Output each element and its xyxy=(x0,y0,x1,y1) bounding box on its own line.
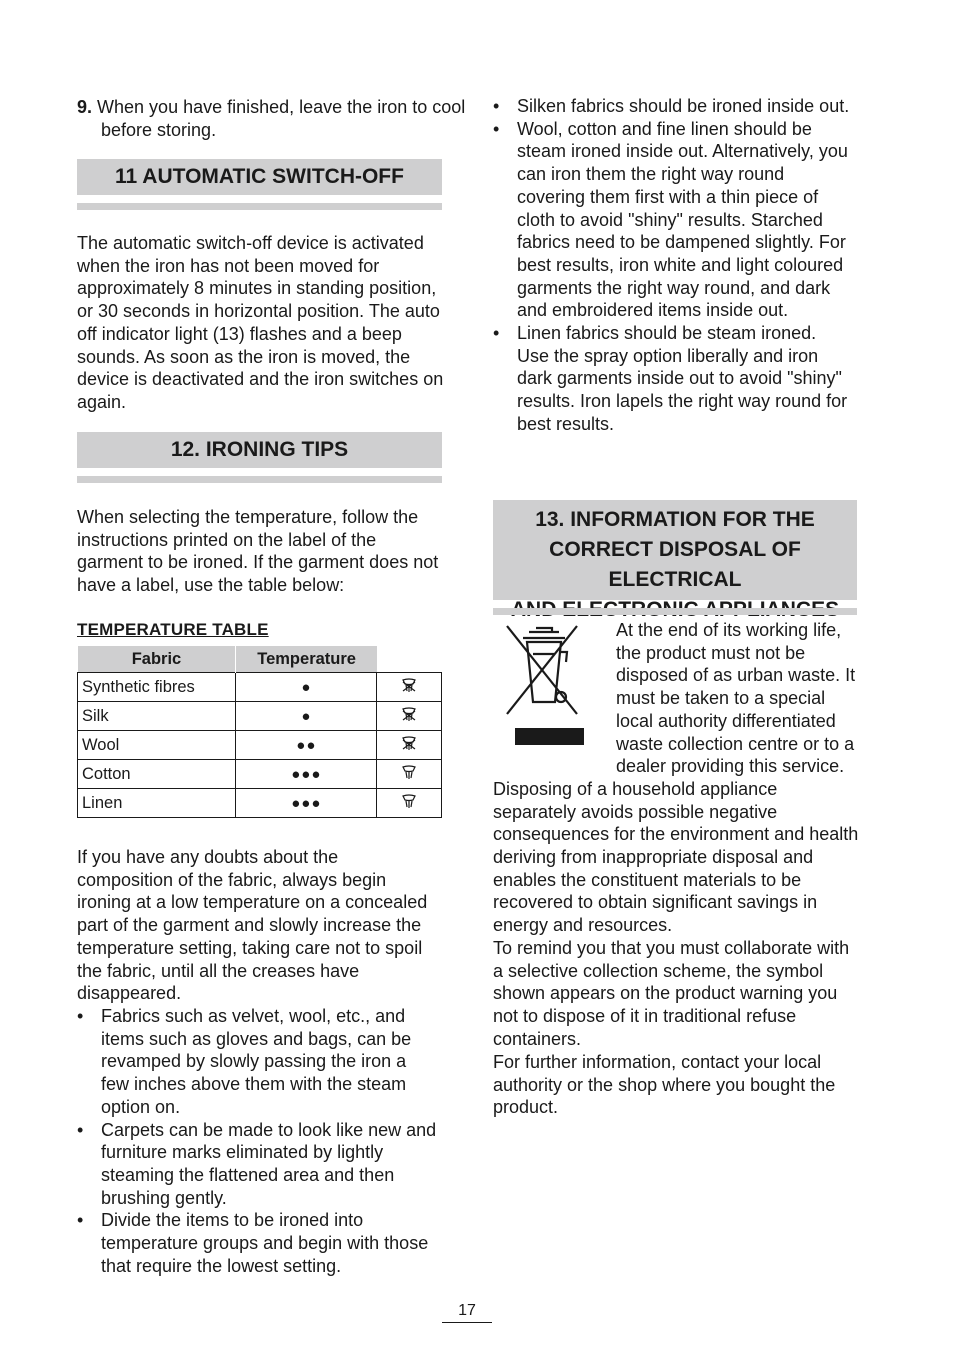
table-row xyxy=(78,731,442,760)
blank-header xyxy=(377,646,442,673)
no-steam-icon xyxy=(400,734,418,752)
temperature-dots: ● xyxy=(236,673,377,702)
temperature-dots: ●●● xyxy=(236,760,377,789)
section-13-body-2: To remind you that you must collaborate with a selective collection scheme, the symbol shown appears on the product warning you not to dispose of it in traditional refuse containers. xyxy=(493,938,850,1049)
section-13-body-3: For further information, contact your local authority or the shop where you bought the product. xyxy=(493,1052,836,1118)
temperature-table-title: TEMPERATURE TABLE xyxy=(77,620,269,639)
fabric-tips-list xyxy=(493,95,851,436)
bin-spacer xyxy=(493,619,616,766)
list-item: • Carpets can be made to look like new and furniture marks eliminated by lightly steaming the flattened area and then brushing gently. xyxy=(77,1119,439,1210)
list-item: • Fabrics such as velvet, wool, etc., and items such as gloves and bags, can be revamped by slowly passing the iron a few inches above them with the steam option on. xyxy=(77,1005,439,1119)
table-row xyxy=(78,702,442,731)
table-row xyxy=(78,673,442,702)
doubts-paragraph: If you have any doubts about the composition of the fabric, always begin ironing at a low temperature on a concealed part of the garment and slowly increase the temperature setting, taking care not to spoil the fabric, until all the creases have disappeared. xyxy=(77,847,428,1004)
disposal-text: At the end of its working life, the product must not be disposed of as urban waste. It must be taken to a special local authority differentiated waste collection centre or to a dealer providing this service. Disposing of a household appliance separately avoids possible negative consequences for the environment and health deriving from inappropriate disposal and enables the constituent materials to be recovered to obtain significant savings in energy and resources. xyxy=(493,620,859,936)
temperature-dots: ●●● xyxy=(236,789,377,818)
temperature-header: Temperature xyxy=(236,646,377,673)
ironing-tips-list xyxy=(77,1005,439,1277)
table-header-row xyxy=(78,646,442,673)
steam-icon xyxy=(400,763,418,781)
steam-icon xyxy=(400,792,418,810)
table-row xyxy=(78,789,442,818)
section-11-title: 11 AUTOMATIC SWITCH-OFF xyxy=(115,165,404,188)
section-11-body: The automatic switch-off device is activated when the iron has not been moved for approximately 8 minutes in standing position, or 30 seconds in horizontal position. The auto off indicator light (13) flashes and a beep sounds. As soon as the iron is moved, the device is deactivated and the iron switches on again. xyxy=(77,233,444,412)
section-12-title: 12. IRONING TIPS xyxy=(170,438,349,461)
fabric-cell: Wool xyxy=(78,731,236,760)
section-12-intro: When selecting the temperature, follow the instructions printed on the label of the garment to be ironed. If the garment does not have a label, use the table below: xyxy=(77,507,439,596)
fabric-cell: Cotton xyxy=(78,760,236,789)
section-13-title-line-2: CORRECT DISPOSAL OF ELECTRICAL xyxy=(549,538,801,591)
section-13-heading xyxy=(493,500,857,600)
fabric-cell: Silk xyxy=(78,702,236,731)
page-number: 17 xyxy=(458,1302,476,1319)
section-13-body-1 xyxy=(493,619,859,937)
fabric-header: Fabric xyxy=(78,646,236,673)
step-9-text: When you have finished, leave the iron to cool before storing. xyxy=(97,97,466,140)
section-12-heading xyxy=(77,432,442,468)
temperature-dots: ● xyxy=(236,702,377,731)
section-13-title-line-1: 13. INFORMATION FOR THE xyxy=(535,508,815,531)
list-item: • Silken fabrics should be ironed inside out. xyxy=(493,95,851,118)
step-9 xyxy=(77,96,471,141)
page-number-underline xyxy=(442,1322,492,1323)
temperature-table xyxy=(77,646,442,818)
no-steam-icon xyxy=(400,705,418,723)
step-9-number: 9. xyxy=(77,97,93,117)
temperature-dots: ●● xyxy=(236,731,377,760)
list-item: • Linen fabrics should be steam ironed. Use the spray option liberally and iron dark garments inside out to avoid "shiny" results. Iron lapels the right way round for best results. xyxy=(493,322,851,436)
fabric-cell: Synthetic fibres xyxy=(78,673,236,702)
section-12-rule xyxy=(77,476,442,483)
list-item: • Divide the items to be ironed into temperature groups and begin with those that require the lowest setting. xyxy=(77,1209,439,1277)
section-11-rule xyxy=(77,203,442,210)
section-11-heading xyxy=(77,159,442,195)
section-13-rule xyxy=(493,608,857,615)
fabric-cell: Linen xyxy=(78,789,236,818)
list-item: • Wool, cotton and fine linen should be steam ironed inside out. Alternatively, you can iron them the right way round covering them first with a thin piece of cloth to avoid "shiny" results. Starched fabrics need to be dampened slightly. For best results, iron white and light coloured garments the right way round, and dark and embroidered items inside out. xyxy=(493,118,851,322)
table-row xyxy=(78,760,442,789)
no-steam-icon xyxy=(400,676,418,694)
